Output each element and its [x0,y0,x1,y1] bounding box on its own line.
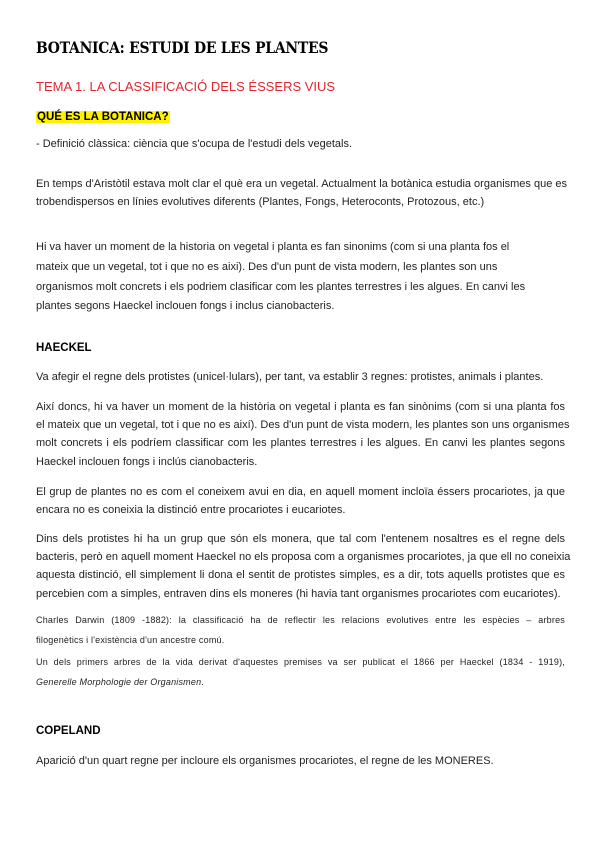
book-title: Generelle Morphologie der Organismen [36,677,202,687]
paragraph-line: bacteris, però en aquell moment Haeckel no els proposa com a organismes procariotes, ja que ell no coneixia [36,551,571,563]
paragraph-line: mateix que un vegetal, tot i que no es aixi). Des d'un punt de vista modern, les plantes son uns [36,261,498,273]
paragraph-line: encara no es coneixia la distinció entre procariotes i eucariotes. [36,504,346,516]
paragraph-line: el mateix que un vegetal, tot i que no es així). Des d'un punt de vista modern, les plantes son uns organismes [36,419,570,431]
paragraph-line: Hi va haver un moment de la historia on vegetal i planta es fan sinonims (com si una planta fos el [36,241,510,253]
section-heading-botanica: QUÉ ES LA BOTANICA? [37,111,169,123]
paragraph-line: Així doncs, hi va haver un moment de la història on vegetal i planta es fan sinònims (com si una planta fos [36,401,565,413]
paragraph-line: plantes segons Haeckel inclouen fongs i inclus cianobacteris. [36,300,335,312]
paragraph-line: molt concrets i els podríem classificar com les plantes terrestres i les algues. En canvi les plantes segons [36,437,565,449]
section-heading-haeckel: HAECKEL [36,342,92,354]
darwin-note-line: Charles Darwin (1809 -1882): la classificació ha de reflectir les relacions evolutives entre les espècies – arbres [36,615,565,625]
paragraph-line: aquesta distinció, ell simplement li dona el sentit de protistes simples, es a dir, tots aquells protistes que es [36,569,565,581]
tree-note-line: Un dels primers arbres de la vida derivat d'aquestes premises va ser publicat el 1866 per Haeckel (1834 - 1919), [36,657,565,667]
definition-text: - Definició clàssica: ciència que s'ocupa de l'estudi dels vegetals. [36,138,353,150]
paragraph-line: percebien com a simples, entraven dins els moneres (hi havia tant organismes procariotes com eucariotes). [36,588,561,600]
paragraph-line: organismos molt concrets i els podriem clasificar com les plantes terrestres i les algues. En canvi les [36,281,526,293]
book-title-line [36,676,204,688]
paragraph-line: El grup de plantes no es com el coneixem avui en dia, en aquell moment incloïa éssers procariotes, ja que [36,486,565,498]
paragraph-line: En temps d'Aristòtil estava molt clar el què era un vegetal. Actualment la botànica estudia organismes que es [36,178,568,190]
paragraph-line: Dins dels protistes hi ha un grup que són els monera, que tal com l'entenem nosaltres es el regne dels [36,533,565,545]
paragraph-line: Aparició d'un quart regne per incloure els organismes procariotes, el regne de les MONERES. [36,755,494,767]
paragraph-line: trobendispersos en línies evolutives diferents (Plantes, Fongs, Heteroconts, Protozous, etc.) [36,196,485,208]
darwin-note-line: filogenètics i l'existència d'un ancestre comú. [36,635,225,645]
topic-heading: TEMA 1. LA CLASSIFICACIÓ DELS ÉSSERS VIUS [36,79,336,94]
book-suffix: . [201,677,204,687]
paragraph-line: Va afegir el regne dels protistes (unicel·lulars), per tant, va establir 3 regnes: protistes, animals i plantes. [36,371,544,383]
document-title: BOTANICA: ESTUDI DE LES PLANTES [36,38,329,57]
section-heading-copeland: COPELAND [36,725,101,737]
paragraph-line: Haeckel inclouen fongs i inclús cianobacteris. [36,456,258,468]
